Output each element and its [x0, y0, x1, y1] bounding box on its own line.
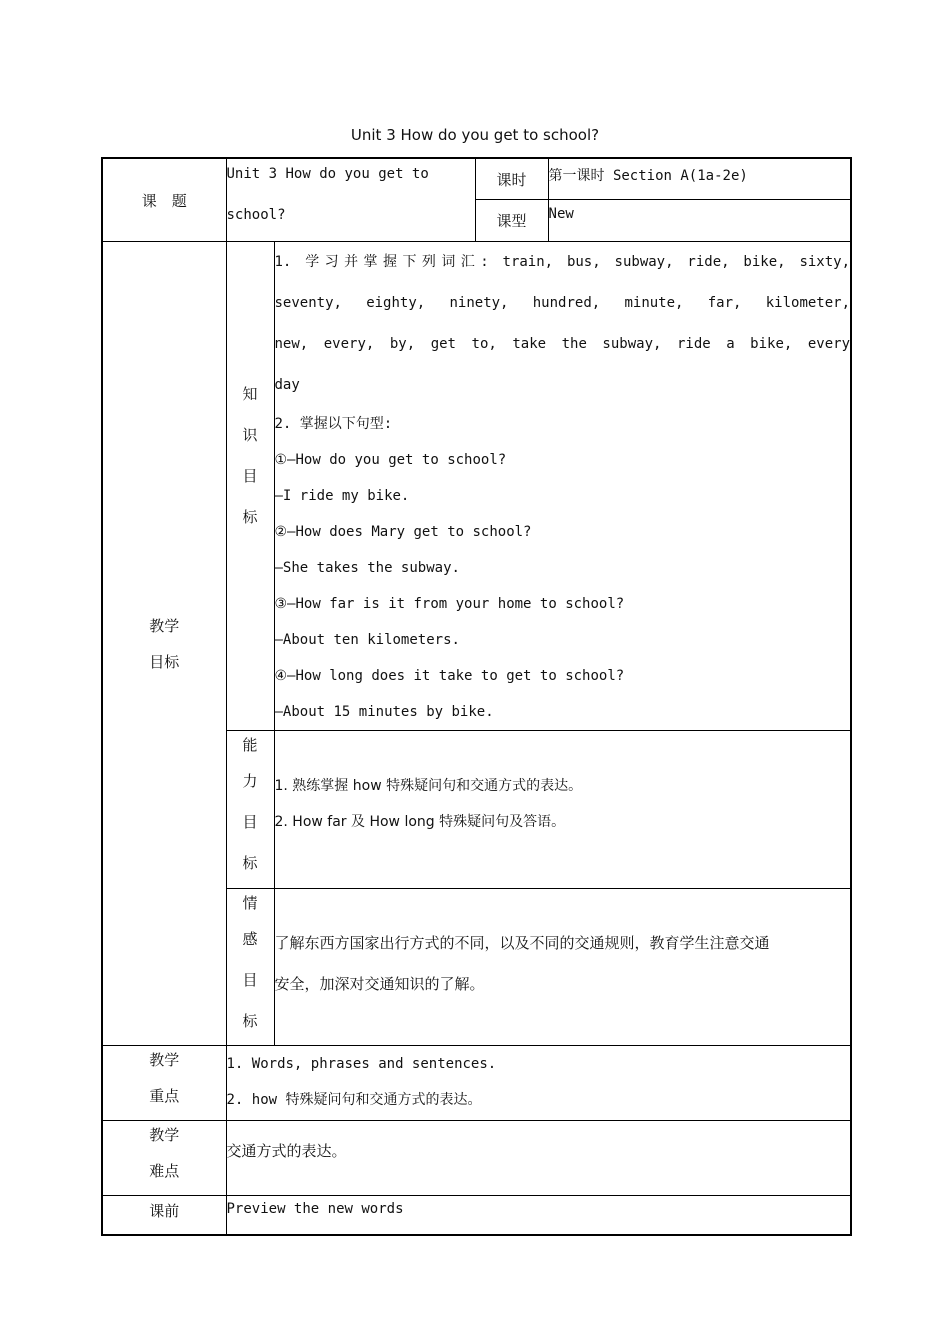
knowledge-label [226, 242, 274, 731]
pattern-line: ③—How far is it from your home to school? [274, 596, 625, 612]
objectives-label-line1: 教学 [149, 616, 180, 635]
ability-label-char: 力 [242, 772, 258, 790]
emotion-label-char: 标 [242, 1012, 258, 1030]
vocab-line: day [274, 377, 300, 393]
key-point-item: 1. Words, phrases and sentences. [226, 1056, 497, 1072]
knowledge-label-char: 标 [242, 508, 258, 526]
knowledge-label-char: 识 [242, 426, 258, 444]
ability-label-char: 标 [242, 854, 258, 872]
pattern-line: ④—How long does it take to get to school? [274, 668, 625, 684]
pattern-line: ②—How does Mary get to school? [274, 524, 532, 540]
ability-content [274, 731, 851, 889]
knowledge-label-char: 知 [242, 385, 258, 403]
difficulties-label-line1: 教学 [149, 1126, 180, 1144]
emotion-label-char: 感 [242, 930, 258, 948]
difficulties-row [102, 1121, 851, 1196]
topic-label: 课 题 [102, 158, 226, 242]
topic-value-line2: school? [226, 207, 286, 223]
ability-item: 2. How far 及 How long 特殊疑问句及答语。 [274, 814, 566, 830]
difficulties-label [102, 1121, 226, 1196]
key-points-label [102, 1046, 226, 1121]
objectives-label [102, 242, 226, 1046]
pattern-line: —About ten kilometers. [274, 632, 460, 648]
difficulties-text: 交通方式的表达。 [226, 1142, 347, 1160]
key-point-item: 2. how 特殊疑问句和交通方式的表达。 [226, 1092, 482, 1108]
header-row-period [102, 158, 851, 200]
key-points-content [226, 1046, 851, 1121]
difficulties-label-line2: 难点 [149, 1162, 180, 1180]
key-points-label-line2: 重点 [149, 1087, 180, 1105]
pattern-line: —About 15 minutes by bike. [274, 704, 494, 720]
emotion-content [274, 889, 851, 1046]
pattern-line: —She takes the subway. [274, 560, 460, 576]
pattern-line: ①—How do you get to school? [274, 452, 507, 468]
topic-value [226, 158, 475, 242]
preview-label: 课前 [102, 1196, 226, 1235]
preview-row [102, 1196, 851, 1235]
page-title: Unit 3 How do you get to school? [350, 126, 600, 144]
difficulties-content [226, 1121, 851, 1196]
ability-item: 1. 熟练掌握 how 特殊疑问句和交通方式的表达。 [274, 778, 583, 794]
key-points-label-line1: 教学 [149, 1051, 180, 1069]
vocab-line: seventy, eighty, ninety, hundred, minute, far, kilometer, [274, 295, 851, 311]
emotion-text-line2: 安全，加深对交通知识的了解。 [274, 975, 485, 993]
emotion-label [226, 889, 274, 1046]
emotion-text-line1: 了解东西方国家出行方式的不同，以及不同的交通规则，教育学生注意交通 [274, 934, 770, 952]
knowledge-content [274, 242, 851, 731]
period-value: 第一课时 Section A(1a-2e) [548, 158, 851, 200]
objectives-label-line2: 目标 [149, 652, 180, 671]
type-value: New [548, 200, 851, 242]
key-points-row [102, 1046, 851, 1121]
ability-label-char: 能 [242, 736, 258, 754]
vocab-line: new, every, by, get to, take the subway, ride a bike, every [274, 336, 851, 352]
topic-value-line1: Unit 3 How do you get to [226, 166, 429, 182]
vocab-line: 1. 学习并掌握下列词汇: train, bus, subway, ride, bike, sixty, [274, 254, 851, 270]
preview-content: Preview the new words [226, 1196, 851, 1235]
patterns-title: 2. 掌握以下句型: [274, 416, 393, 432]
period-label: 课时 [475, 158, 548, 200]
emotion-label-char: 目 [242, 971, 258, 989]
ability-label [226, 731, 274, 889]
type-label: 课型 [475, 200, 548, 242]
emotion-label-char: 情 [242, 894, 258, 912]
ability-label-char: 目 [242, 813, 258, 831]
pattern-line: —I ride my bike. [274, 488, 410, 504]
objectives-knowledge-row [102, 242, 851, 731]
lesson-plan-table [101, 157, 852, 1236]
knowledge-label-char: 目 [242, 467, 258, 485]
